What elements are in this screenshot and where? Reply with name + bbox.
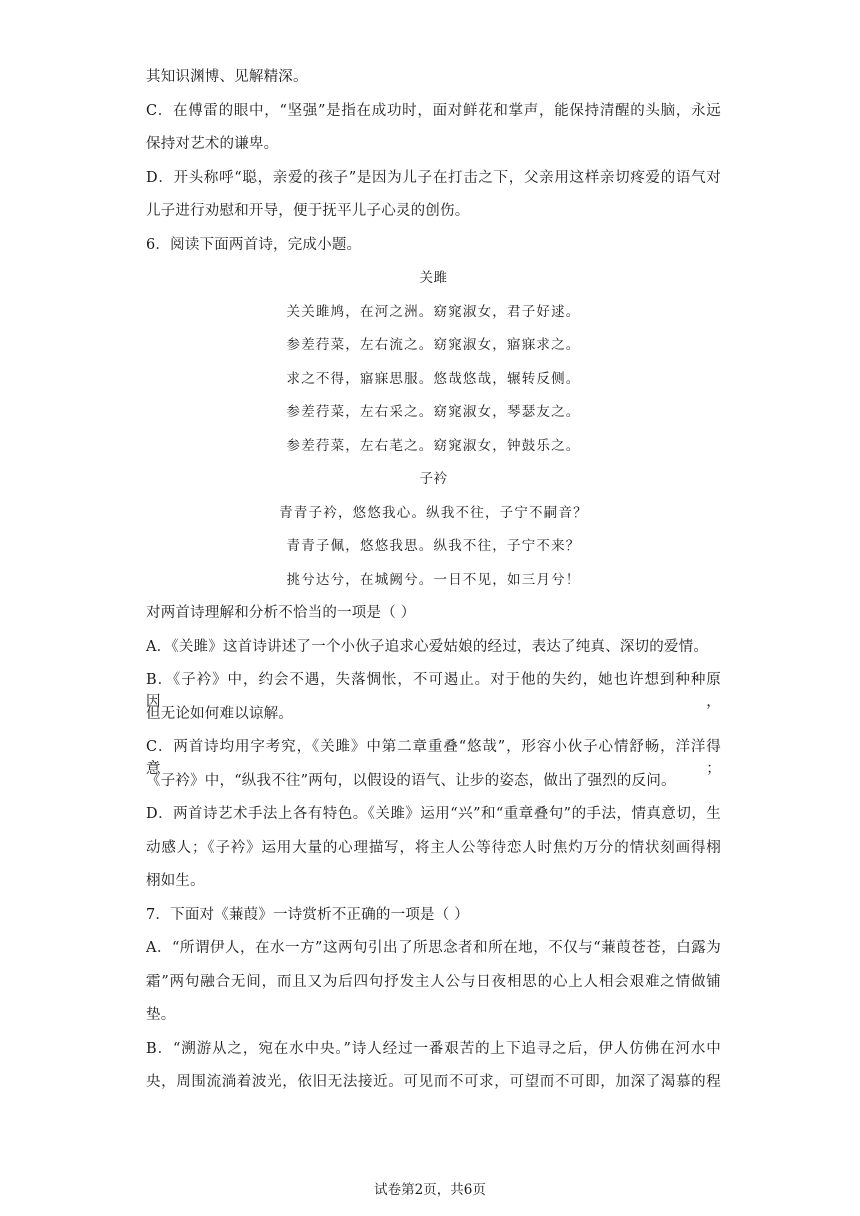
- question-7-stem: 7．下面对《蒹葭》一诗赏析不正确的一项是（ ）: [146, 906, 469, 923]
- poem-title-zijin: 子衿: [419, 471, 448, 487]
- text-line: 其知识渊博、见解精深。: [146, 69, 308, 85]
- q7-option-b-line-1: B．“溯游从之，宛在水中央。”诗人经过一番艰苦的上下追寻之后，伊人仿佛在河水中: [146, 1040, 721, 1057]
- q6-option-d-line-2: 动感人；《子衿》运用大量的心理描写，将主人公等待恋人时焦灼万分的情状刻画得栩: [146, 839, 721, 856]
- q7-option-a-line-1: A．“所谓伊人，在水一方”这两句引出了所思念者和所在地，不仅与“蒹葭苍苍，白露为: [146, 940, 721, 956]
- poem-line: 青青子衿，悠悠我心。纵我不往，子宁不嗣音？: [279, 504, 588, 521]
- page-footer: 试卷第2页，共6页: [374, 1182, 486, 1198]
- poem-line: 求之不得，寤寐思服。悠哉悠哉，辗转反侧。: [286, 370, 581, 387]
- question-6-prompt: 对两首诗理解和分析不恰当的一项是（ ）: [146, 605, 416, 621]
- poem-line: 青青子佩，悠悠我思。纵我不往，子宁不来？: [286, 538, 581, 554]
- option-d-line-1: D．开头称呼“聪，亲爱的孩子”是因为儿子在打击之下，父亲用这样亲切疼爱的语气对: [146, 169, 721, 186]
- option-c-line-1: C．在傅雷的眼中，“坚强”是指在成功时，面对鲜花和掌声，能保持清醒的头脑，永远: [146, 102, 721, 119]
- option-c-line-2: 保持对艺术的谦卑。: [146, 136, 279, 152]
- poem-line: 参差荇菜，左右芼之。窈窕淑女，钟鼓乐之。: [286, 437, 581, 454]
- poem-line: 参差荇菜，左右采之。窈窕淑女，琴瑟友之。: [286, 404, 581, 420]
- poem-line: 参差荇菜，左右流之。窈窕淑女，寤寐求之。: [286, 337, 581, 353]
- poem-title-guanju: 关雎: [419, 270, 448, 286]
- q6-option-a: A．《关雎》这首诗讲述了一个小伙子追求心爱姑娘的经过，表达了纯真、深切的爱情。: [146, 638, 709, 655]
- q7-option-b-line-2: 央，周围流淌着波光，依旧无法接近。可见而不可求，可望而不可即，加深了渴慕的程: [146, 1074, 721, 1090]
- question-6-stem: 6．阅读下面两首诗，完成小题。: [146, 236, 362, 253]
- q7-option-a-line-3: 垫。: [146, 1007, 176, 1023]
- q6-option-c-line-1: C．两首诗均用字考究，《关雎》中第二章重叠“悠哉”，形容小伙子心情舒畅，洋洋得意；: [146, 739, 721, 777]
- q6-option-d-line-1: D．两首诗艺术手法上各有特色。《关雎》运用“兴”和“重章叠句”的手法，情真意切，生: [146, 806, 721, 822]
- q7-option-a-line-2: 霜”两句融合无间，而且又为后四句抒发主人公与日夜相思的心上人相会艰难之情做铺: [146, 973, 721, 990]
- exam-page: [146, 66, 721, 1105]
- q6-option-c-line-2: 《子衿》中，“纵我不往”两句，以假设的语气、让步的姿态，做出了强烈的反问。: [146, 772, 676, 789]
- q6-option-b-line-1: B．《子衿》中，约会不遇，失落惆怅，不可遏止。对于他的失约，她也许想到种种原因，: [146, 672, 721, 710]
- option-d-line-2: 儿子进行劝慰和开导，便于抚平儿子心灵的创伤。: [146, 203, 470, 219]
- q6-option-d-line-3: 栩如生。: [146, 873, 205, 889]
- poem-line: 挑兮达兮，在城阙兮。一日不见，如三月兮！: [286, 571, 581, 588]
- poem-line: 关关雎鸠，在河之洲。窈窕淑女，君子好逑。: [286, 303, 581, 320]
- q6-option-b-line-2: 但无论如何难以谅解。: [146, 705, 293, 722]
